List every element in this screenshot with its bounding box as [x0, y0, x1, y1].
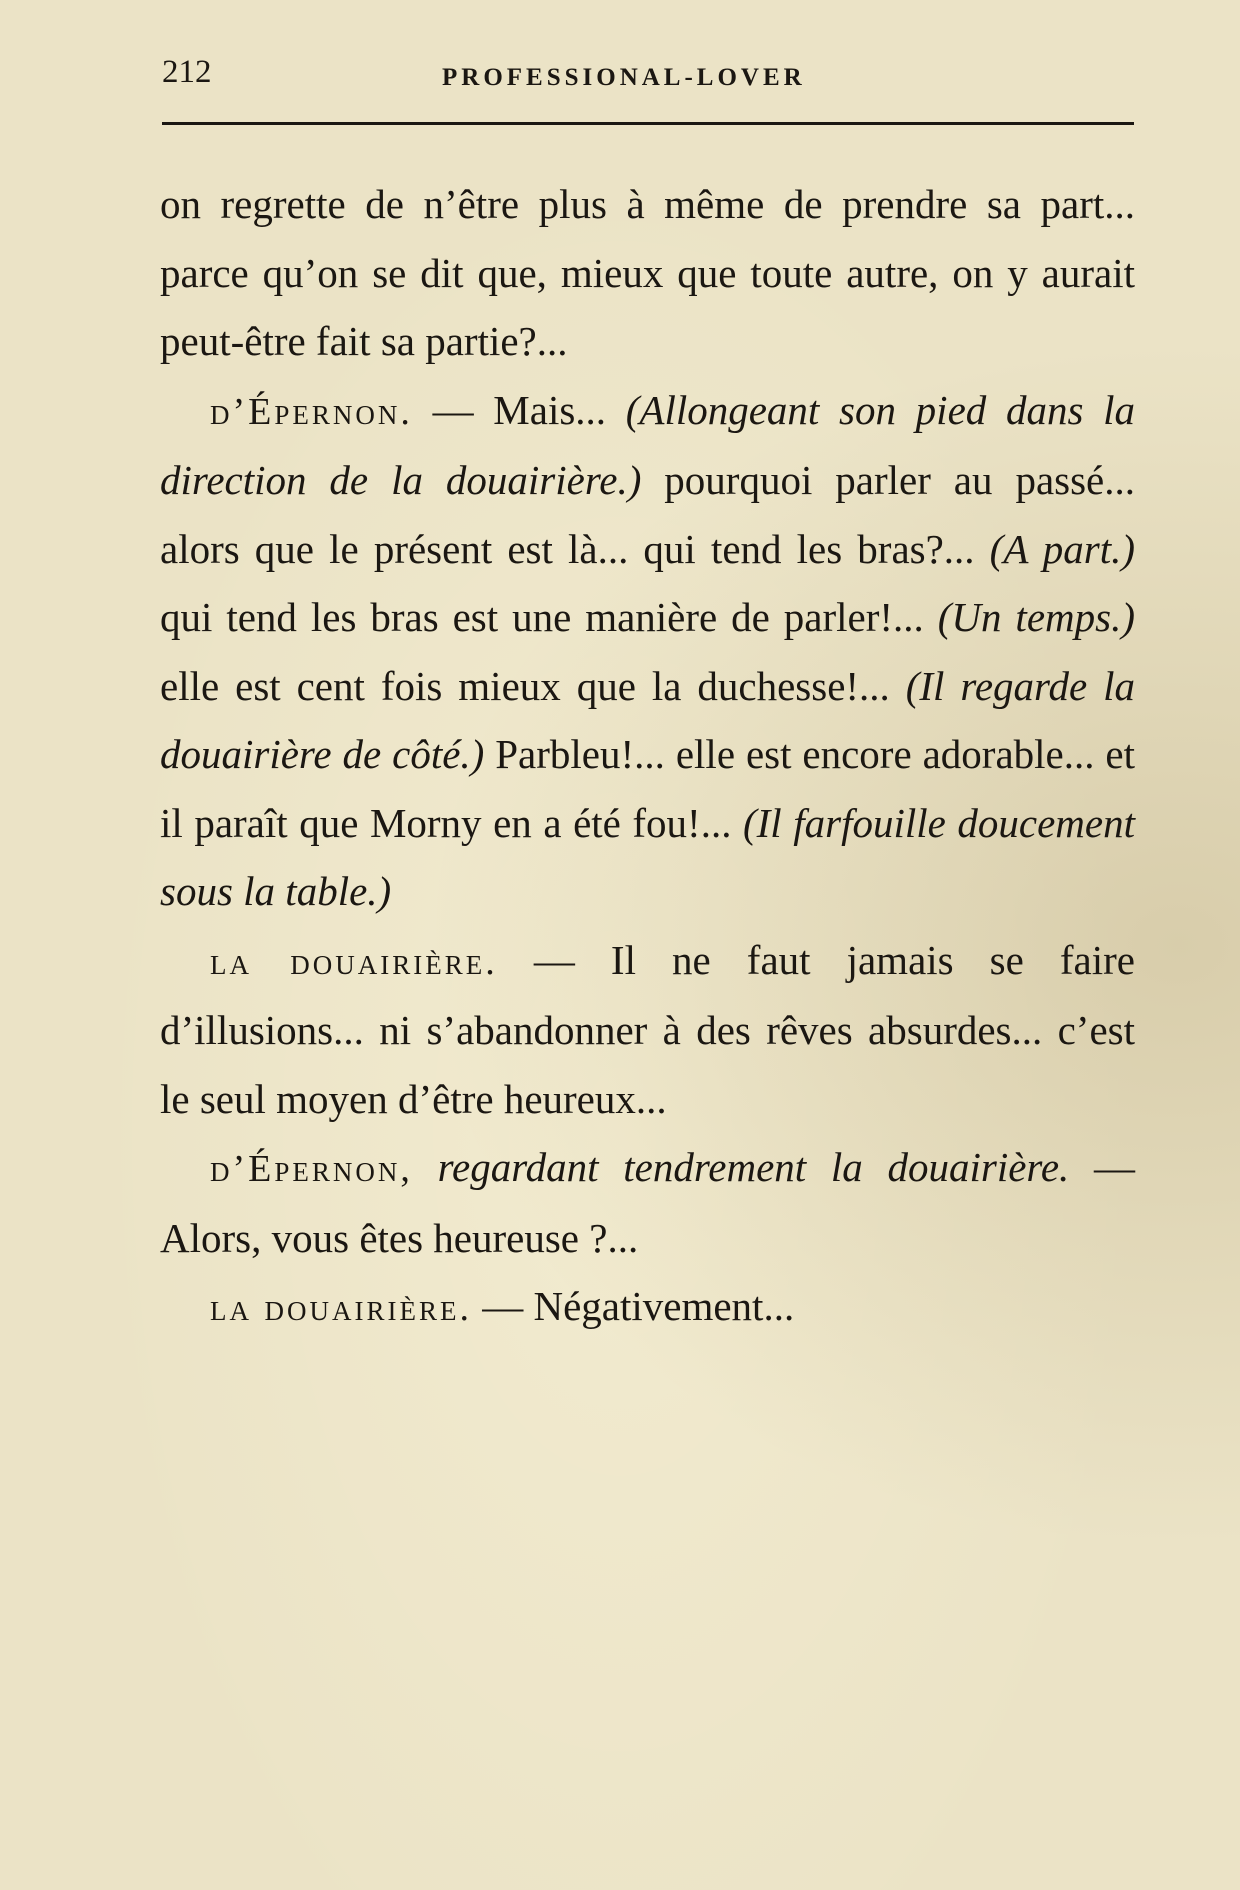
paragraph-epernon-2	[160, 1133, 1135, 1272]
page-body	[160, 170, 1135, 1343]
speech-text: — Mais...	[412, 386, 626, 433]
paragraph-douairiere-2	[160, 1272, 1135, 1343]
speaker-name: la douairière.	[210, 940, 498, 983]
stage-direction: (Il regarde la douairière de côté.)	[160, 662, 1135, 777]
speech-text: — Alors, vous êtes heureuse ?...	[160, 1144, 1135, 1261]
speech-text: Parbleu!... elle est encore adorable... et il paraît que Morny en a été fou!...	[160, 731, 1135, 846]
speech-text: — Négativement...	[471, 1283, 795, 1329]
speaker-name: d’Épernon.	[210, 390, 413, 433]
stage-direction: (Allongeant son pied dans la direction de la douairière.)	[160, 386, 1136, 503]
speaker-name: la douairière.	[210, 1287, 472, 1329]
speech-text: pourquoi parler au passé... alors que le présent est là... qui tend les bras?...	[160, 457, 1135, 572]
speech-text: elle est cent fois mieux que la duchesse!...	[160, 662, 906, 709]
header-rule	[162, 122, 1134, 125]
running-title: PROFESSIONAL-LOVER	[442, 64, 806, 91]
speaker-name: d’Épernon,	[210, 1148, 413, 1190]
page-header	[162, 52, 1132, 102]
paragraph-epernon-1	[160, 376, 1135, 926]
paragraph-douairiere-1	[160, 926, 1135, 1134]
speech-text: — Il ne faut jamais se faire d’illusions... ni s’abandonner à des rêves absurdes... c’est le seul moyen d’être heureux...	[160, 936, 1135, 1122]
stage-direction: regardant tendrement la douairière.	[412, 1144, 1070, 1190]
stage-direction: (Il farfouille doucement sous la table.)	[160, 799, 1135, 914]
paragraph-text: on regrette de n’être plus à même de prendre sa part... parce qu’on se dit que, mieux que toute autre, on y aurait peut-être fait sa partie?...	[160, 181, 1135, 364]
stage-direction: (A part.)	[989, 525, 1135, 572]
paragraph-continuation	[160, 170, 1135, 376]
stage-direction: (Un temps.)	[937, 594, 1135, 640]
page-number: 212	[162, 54, 212, 90]
speech-text: qui tend les bras est une manière de parler!...	[160, 594, 938, 640]
